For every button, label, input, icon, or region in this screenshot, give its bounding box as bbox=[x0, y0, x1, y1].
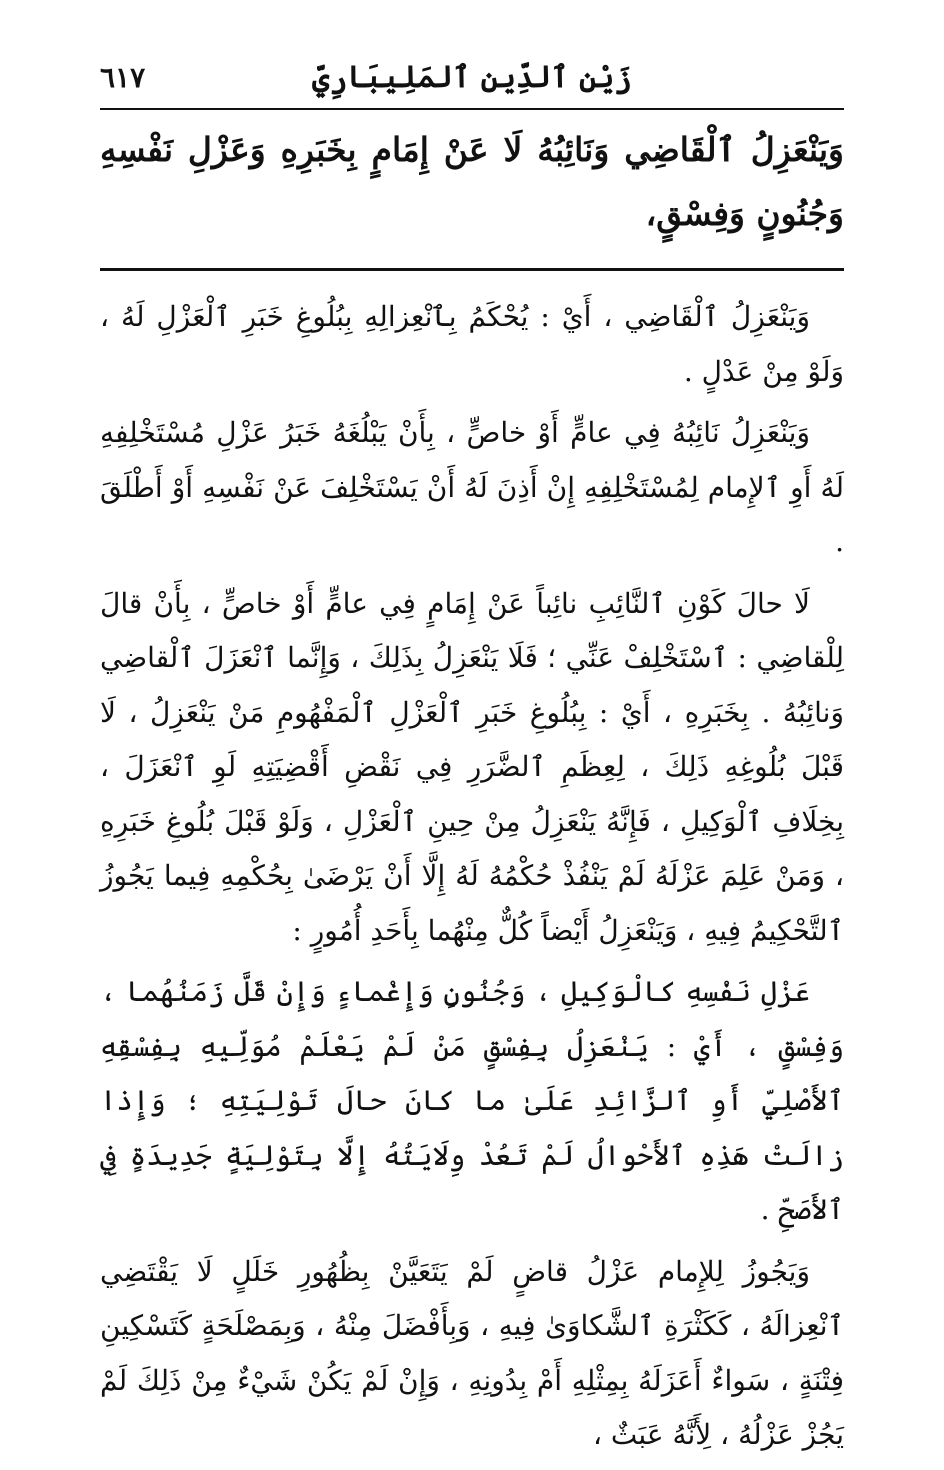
page-header bbox=[100, 52, 844, 104]
matn-paragraph: وَيَنْعَزِلُ ٱلْقَاضِي وَنَائِبُهُ لَا عَنْ إِمَامٍ بِخَبَرِهِ وَعَزْلِ نَفْسِهِ وَجُنُونٍ وَفِسْقٍ، bbox=[100, 130, 844, 233]
sharh-paragraph-2: وَيَنْعَزِلُ نَائِبُهُ فِي عامٍّ أَوْ خاصٍّ ، بِأَنْ يَبْلُغَهُ خَبَرُ عَزْلِ مُسْتَخْلِفِهِ لَهُ أَوِ ٱلإِمام لِمُسْتَخْلِفِهِ إِنْ أَذِنَ لَهُ أَنْ يَسْتَخْلِفَ عَنْ نَفْسِهِ أَوْ أَطْلَقَ . bbox=[100, 416, 844, 558]
matn-text-block bbox=[100, 118, 844, 246]
header-rule bbox=[100, 108, 844, 110]
sharh-paragraph-3: لَا حالَ كَوْنِ ٱلنَّائِبِ نائِباً عَنْ إِمَامٍ فِي عامٍّ أَوْ خاصٍّ ، بِأَنْ قالَ لِلْقاضِي : ٱسْتَخْلِفْ عَنِّي ؛ فَلَا يَنْعَزِلُ بِذَلِكَ ، وَإِنَّما ٱنْعَزَلَ ٱلْقاضِي وَنائِبُهُ . بِخَبَرِهِ ، أَيْ : بِبُلُوغِ خَبَرِ ٱلْعَزْلِ ٱلْمَفْهُومِ مَنْ يَنْعَزِلُ ، لَا قَبْلَ بُلُوغِهِ ذَلِكَ ، لِعِظَمِ ٱلضَّرَرِ فِي نَقْضِ أَقْضِيَتِهِ لَوِ ٱنْعَزَلَ ، بِخِلَافِ ٱلْوَكِيلِ ، فَإِنَّهُ يَنْعَزِلُ مِنْ حِينِ ٱلْعَزْلِ ، وَلَوْ قَبْلَ بُلُوغِ خَبَرِهِ ، وَمَنْ عَلِمَ عَزْلَهُ لَمْ يَنْفُذْ حُكْمُهُ لَهُ إِلَّا أَنْ يَرْضَىٰ بِحُكْمِهِ فِيما يَجُوزُ ٱلتَّحْكِيمُ فِيهِ ، وَيَنْعَزِلُ أَيْضاً كُلٌّ مِنْهُما بِأَحَدِ أُمُورٍ : bbox=[100, 586, 844, 947]
page-number: ٦١٧ bbox=[100, 61, 146, 94]
sharh-paragraph-4: عَزْلِ نَفْسِهِ كالْوَكِيلِ ، وَجُنُونٍ وَإِغْماءٍ وَإِنْ قَلَّ زَمَنُهُما ، وَفِسْقٍ ، أَيْ : يَنْعَزِلُ بِفِسْقٍ مَنْ لَمْ يَعْلَمْ مُوَلِّيهِ بِفِسْقِهِ ٱلأَصْلِيِّ أَوِ ٱلزَّائِدِ عَلَىٰ ما كانَ حالَ تَوْلِيَتِهِ ؛ وَإِذا زالَتْ هَذِهِ ٱلأَحْوالُ لَمْ تَعُدْ وِلَايَتُهُ إِلَّا بِتَوْلِيَةٍ جَدِيدَةٍ فِي ٱلأَصَحِّ . bbox=[100, 975, 844, 1226]
sharh-paragraph-1: وَيَنْعَزِلُ ٱلْقَاضِي ، أَيْ : يُحْكَمُ بِٱنْعِزالِهِ بِبُلُوغِ خَبَرِ ٱلْعَزْلِ لَهُ ، وَلَوْ مِنْ عَدْلٍ . bbox=[100, 300, 844, 388]
matn-sharh-divider bbox=[100, 268, 844, 271]
running-title: زَيْن ٱلدِّين ٱلمَلِيبَارِيّ bbox=[312, 60, 632, 95]
sharh-text-block bbox=[100, 290, 844, 1470]
sharh-paragraph-5: وَيَجُوزُ لِلإِمام عَزْلُ قاضٍ لَمْ يَتَعَيَّنْ بِظُهُورِ خَلَلٍ لَا يَقْتَضِي ٱنْعِزالَهُ ، كَكَثْرَةِ ٱلشَّكاوَىٰ فِيهِ ، وَبِأَفْضَلَ مِنْهُ ، وَبِمَصْلَحَةٍ كَتَسْكِينِ فِتْنَةٍ ، سَواءٌ أَعَزَلَهُ بِمِثْلِهِ أَمْ بِدُونِهِ ، وَإِنْ لَمْ يَكُنْ شَيْءٌ مِنْ ذَلِكَ لَمْ يَجُزْ عَزْلُهُ ، لِأَنَّهُ عَبَثٌ ، bbox=[100, 1254, 844, 1451]
